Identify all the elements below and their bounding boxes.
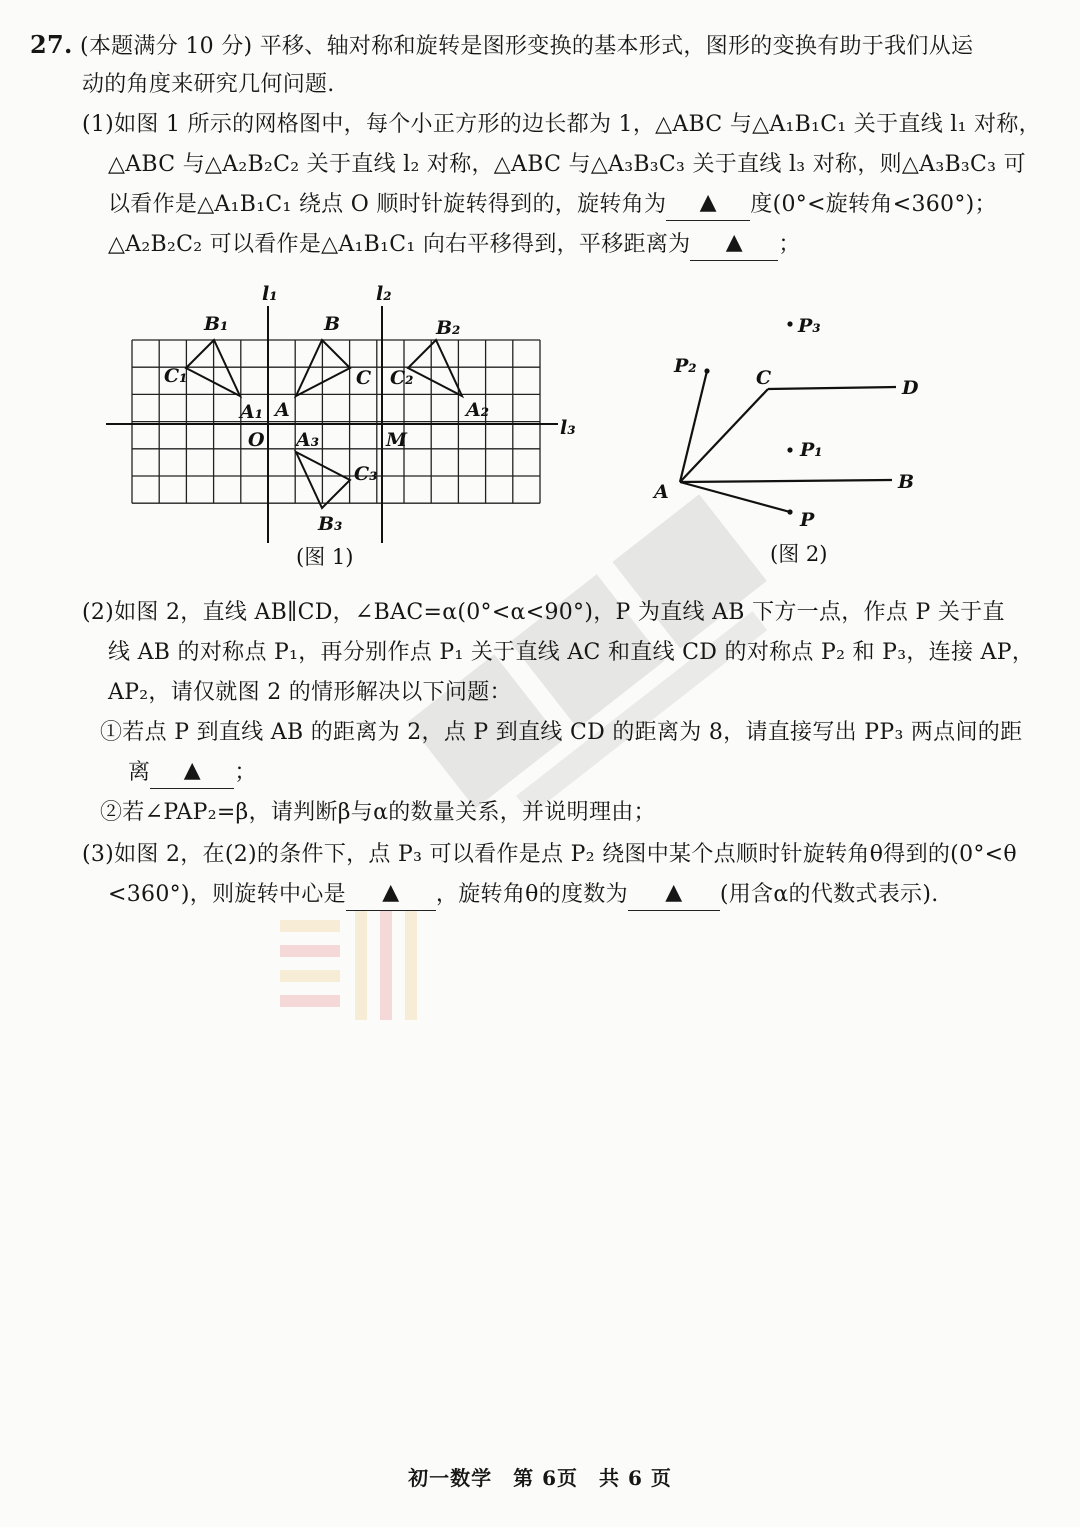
point-P2: [704, 368, 709, 373]
segment-AP: [680, 482, 790, 512]
label-C: C: [756, 367, 772, 389]
blank-marker: ▲: [183, 758, 201, 783]
answer-blank-translation-distance[interactable]: [690, 226, 778, 261]
line-CD: [768, 387, 896, 389]
answer-blank-theta-degree[interactable]: [628, 876, 720, 911]
label-C: C: [356, 367, 372, 389]
label-B2: B₂: [436, 317, 461, 339]
part1-line1: (1)如图 1 所示的网格图中，每个小正方形的边长都为 1，△ABC 与△A₁B₁C₁ 关于直线 l₁ 对称，: [82, 112, 1041, 137]
part3-line1: (3)如图 2，在(2)的条件下，点 P₃ 可以看作是点 P₂ 绕图中某个点顺时针旋转角θ得到的(0°<θ: [82, 842, 1017, 867]
segment-AP2: [680, 371, 707, 482]
label-B: B: [324, 313, 341, 335]
label-P2: P₂: [674, 355, 697, 377]
label-A2: A₂: [466, 399, 490, 421]
figure-2-caption: (图 2): [770, 542, 828, 566]
part1-line4-text-b: ；: [778, 232, 801, 257]
point-P3: [787, 321, 792, 326]
line-AC: [680, 389, 768, 482]
line-AB: [680, 480, 892, 482]
label-P: P: [800, 509, 815, 531]
label-C1: C₁: [164, 365, 188, 387]
figure-2: [640, 300, 940, 580]
question-header: [30, 28, 973, 64]
part2-sub1-line2: [128, 756, 257, 791]
label-O: O: [248, 429, 265, 451]
part3-text-a: <360°)，则旋转中心是: [108, 882, 346, 907]
label-P1: P₁: [800, 439, 823, 461]
part2-sub1-text-a: 离: [128, 760, 151, 785]
part1-line4: [108, 228, 801, 263]
point-P: [787, 509, 792, 514]
label-D: D: [902, 377, 919, 399]
part1-line2: △ABC 与△A₂B₂C₂ 关于直线 l₂ 对称，△ABC 与△A₃B₃C₃ 关于直线 l₃ 对称，则△A₃B₃C₃ 可: [108, 152, 1026, 177]
part3-text-c: (用含α的代数式表示).: [719, 882, 939, 907]
part3-line2: [108, 878, 939, 913]
part3-text-b: ，旋转角θ的度数为: [435, 882, 628, 907]
question-number: 27.: [30, 30, 73, 59]
answer-blank-rotation-angle[interactable]: [666, 186, 750, 221]
part2-sub2: ②若∠PAP₂=β，请判断β与α的数量关系，并说明理由；: [100, 800, 656, 825]
part2-line1: (2)如图 2，直线 AB∥CD，∠BAC=α(0°<α<90°)，P 为直线 AB 下方一点，作点 P 关于直: [82, 600, 1005, 625]
label-P3: P₃: [798, 315, 821, 337]
grid-lines: [132, 340, 540, 503]
part2-sub1-line1: ①若点 P 到直线 AB 的距离为 2，点 P 到直线 CD 的距离为 8，请直接写出 PP₃ 两点间的距: [100, 720, 1023, 745]
part2-sub1-text-b: ；: [234, 760, 257, 785]
label-B3: B₃: [318, 513, 343, 535]
figure-1-caption: (图 1): [296, 545, 354, 569]
point-P1: [787, 447, 792, 452]
label-A3: A₃: [296, 429, 320, 451]
part2-line3: AP₂，请仅就图 2 的情形解决以下问题：: [108, 680, 512, 705]
label-l1: l₁: [262, 283, 278, 305]
label-l3: l₃: [560, 417, 576, 439]
label-C2: C₂: [390, 367, 414, 389]
blank-marker: ▲: [665, 880, 683, 905]
part1-line3: [108, 188, 997, 223]
part2-line2: 线 AB 的对称点 P₁，再分别作点 P₁ 关于直线 AC 和直线 CD 的对称点 P₂ 和 P₃，连接 AP，: [108, 640, 1035, 665]
part1-line3-text-b: 度(0°<旋转角<360°)；: [750, 192, 997, 217]
figure-1-grid: [100, 278, 590, 578]
label-C3: C₃: [354, 463, 378, 485]
question-header-text: (本题满分 10 分) 平移、轴对称和旋转是图形变换的基本形式，图形的变换有助于我们从运: [79, 34, 974, 59]
label-A1: A₁: [240, 401, 264, 423]
label-B: B: [898, 471, 915, 493]
question-header-line2: 动的角度来研究几何问题.: [82, 72, 335, 97]
part1-line4-text-a: △A₂B₂C₂ 可以看作是△A₁B₁C₁ 向右平移得到，平移距离为: [108, 232, 691, 257]
blank-marker: ▲: [699, 190, 717, 215]
label-A: A: [654, 481, 669, 503]
blank-marker: ▲: [725, 230, 744, 255]
answer-blank-pp3-distance[interactable]: [150, 754, 234, 789]
triangle-A2B2C2: [408, 340, 462, 396]
label-B1: B₁: [204, 313, 229, 335]
label-A: A: [275, 399, 290, 421]
label-M: M: [386, 429, 408, 451]
page-footer: 初一数学 第 6页 共 6 页: [408, 1466, 672, 1490]
blank-marker: ▲: [382, 880, 400, 905]
label-l2: l₂: [376, 283, 392, 305]
answer-blank-rotation-center[interactable]: [346, 876, 436, 911]
watermark-logo: [270, 900, 440, 1030]
part1-line3-text-a: 以看作是△A₁B₁C₁ 绕点 O 顺时针旋转得到的，旋转角为: [108, 192, 667, 217]
